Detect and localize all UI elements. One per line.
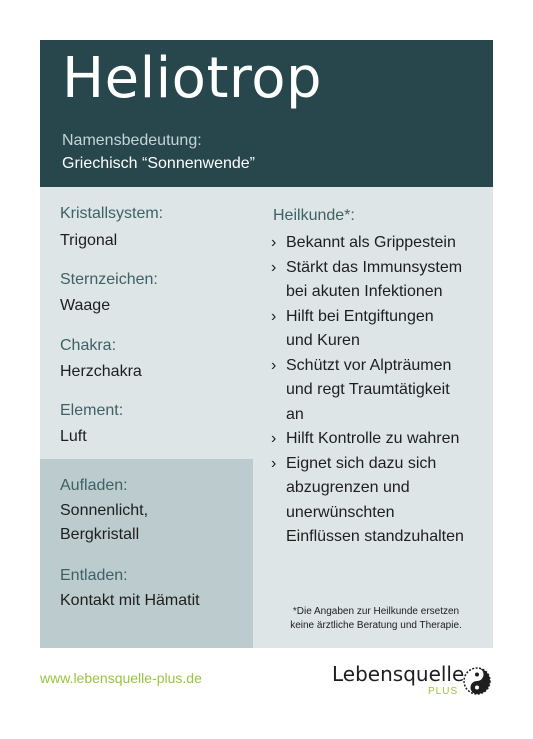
healing-item-line: Einflüssen standzuhalten [286, 528, 464, 545]
discharge-label: Entladen: [60, 567, 128, 584]
healing-item-line: Hilft Kontrolle zu wahren [286, 430, 460, 447]
healing-item [271, 354, 491, 428]
chevron-right-icon: › [271, 430, 277, 447]
logo-plus: PLUS [428, 686, 459, 697]
healing-list [271, 231, 491, 550]
healing-item [271, 256, 491, 305]
healing-item-line: abzugrenzen und [286, 479, 410, 496]
healing-item-line: Bekannt als Grippestein [286, 234, 456, 251]
charge-label: Aufladen: [60, 477, 128, 494]
element-value: Luft [60, 428, 87, 445]
disclaimer-footnote [271, 605, 481, 633]
properties-panel [40, 187, 253, 459]
healing-item-line: und regt Traumtätigkeit [286, 381, 450, 398]
footnote-line-2: keine ärztliche Beratung und Therapie. [290, 620, 462, 631]
healing-item-line: Schützt vor Alpträumen [286, 356, 452, 374]
name-meaning-value: Griechisch “Sonnenwende” [62, 155, 255, 172]
zodiac-label: Sternzeichen: [60, 271, 158, 288]
brand-logo [332, 662, 494, 702]
healing-item [271, 452, 491, 550]
healing-item [271, 231, 491, 256]
charge-value-line-1: Sonnenlicht, [60, 502, 149, 519]
discharge-value: Kontakt mit Hämatit [60, 592, 200, 609]
charge-value-line-2: Bergkristall [60, 526, 140, 543]
chevron-right-icon: › [271, 307, 277, 325]
healing-item-line: unerwünschten [286, 503, 395, 521]
chevron-right-icon: › [271, 356, 277, 374]
chakra-label: Chakra: [60, 337, 117, 354]
element-label: Element: [60, 402, 124, 419]
page-title: Heliotrop [62, 46, 322, 111]
card-header [40, 40, 493, 187]
yin-yang-icon [462, 666, 492, 696]
healing-item [271, 427, 491, 452]
healing-item-line: bei akuten Infektionen [286, 283, 443, 300]
healing-panel [253, 187, 493, 648]
healing-item-line: Stärkt das Immunsystem [286, 258, 463, 276]
chevron-right-icon: › [271, 454, 277, 472]
zodiac-value: Waage [60, 297, 111, 314]
healing-item-line: an [286, 405, 304, 423]
chevron-right-icon: › [271, 234, 277, 251]
chevron-right-icon: › [271, 258, 277, 276]
name-meaning-label: Namensbedeutung: [62, 132, 202, 149]
healing-item-line: Hilft bei Entgiftungen [286, 307, 434, 325]
chakra-value: Herzchakra [60, 363, 142, 380]
crystal-system-label: Kristallsystem: [60, 205, 164, 222]
healing-item [271, 305, 491, 354]
healing-label: Heilkunde*: [273, 207, 355, 224]
website-link[interactable]: www.lebensquelle-plus.de [40, 670, 202, 686]
footnote-line-1: *Die Angaben zur Heilkunde ersetzen [292, 606, 460, 617]
logo-wordmark: Lebensquelle [332, 662, 465, 686]
healing-item-line: Eignet sich dazu sich [286, 454, 437, 472]
care-panel [40, 459, 253, 648]
crystal-system-value: Trigonal [60, 232, 118, 249]
healing-item-line: und Kuren [286, 332, 360, 349]
